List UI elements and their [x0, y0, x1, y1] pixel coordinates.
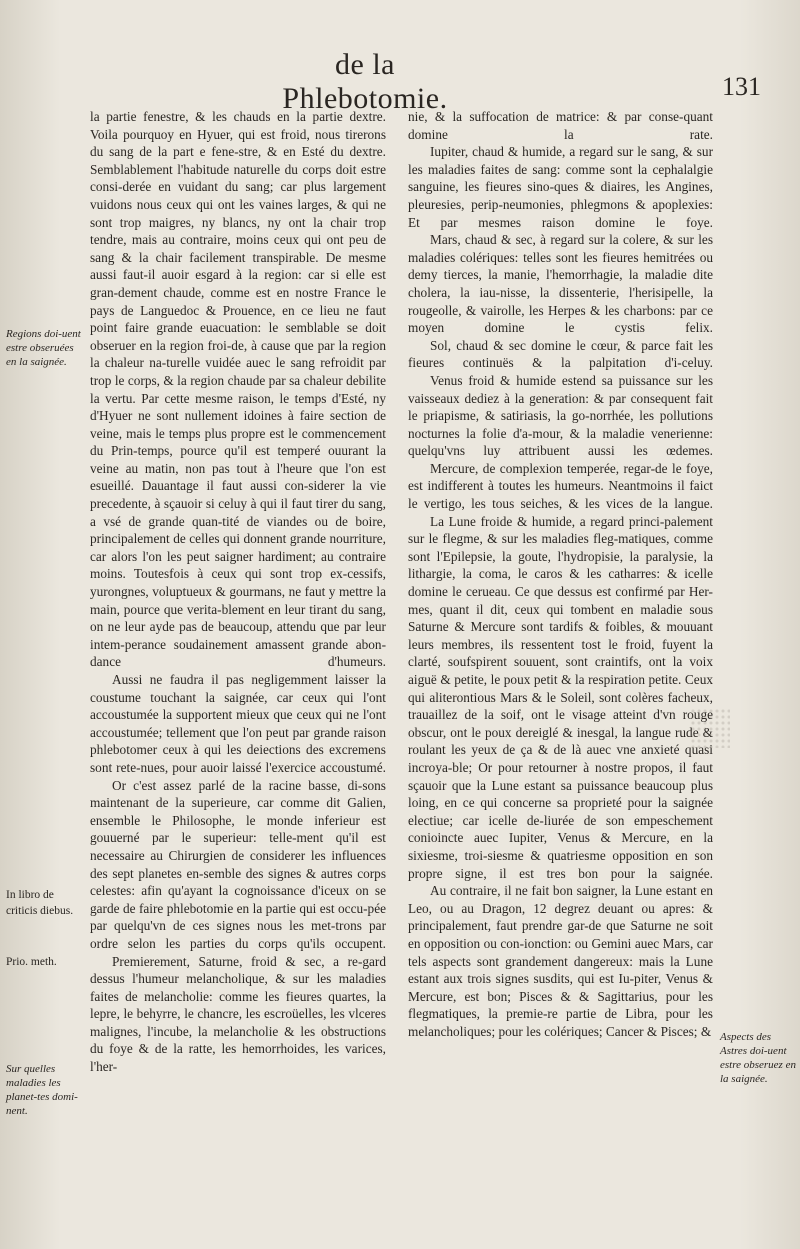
page-number: 131: [722, 72, 761, 101]
margin-note: Aspects des Astres doi-uent estre obseruez en la saignée.: [720, 1031, 796, 1085]
margin-note: Prio. meth.: [6, 956, 57, 968]
right-column: [408, 108, 713, 1040]
paragraph: la partie fenestre, & les chauds en la partie dextre. Voila pourquoy en Hyuer, qui est froid, nous tirerons du sang de la part e fene-stre, & en Esté du dextre. Semblablement l'habitude naturelle du corps doit estre consi-derée en vuidant du sang; car plus largement vuidons nous ceux qui ont les vaines larges, & qui ne sont trop maigres, ny blancs, ny ont la chair trop tendre, mais au contraire, moins ceux qui ont peu de sang & la chair facilement transpirable. De mesme aussi faut-il auoir esgard à la region: car si elle est gran-dement chaude, comme est en nostre France le pays de Languedoc & Prouence, en ce lieu ne faut point faire grande euacuation: le semblable se doit obseruer en la region froi-de, à cause que par la region la chaleur na-turelle vuidée auec le sang refroidit par trop le corps, & la region chaude par sa chaleur debilite la vertu. Par cette mesme raison, le temps d'Esté, ny d'Hyuer ne sont nullement idoines à faire section de veine, mais le temps plus propre est le commencement du Prin-temps, pource qu'il est temperé ouurant la veine au matin, non pas tout à l'heure que l'on est esueillé. Dauantage il faut aussi con-siderer la vie precedente, à sçauoir si celuy à qui il faut tirer du sang, a vsé de grande quan-tité de viandes ou de boire, principalement de celles qui donnent grande nourriture, car alors l'on les peut saigner hardiment; au contraire moins. Toutesfois à ceux qui sont trop ex-cessifs, yurongnes, voluptueux & gourmans, ne faut y mettre la main, pource que verita-blement en leur tirant du sang, on ne leur ayde pas de beaucoup, attendu que par leur intem-perance soudainement amassent grande abon-dance d'humeurs.: [90, 109, 386, 670]
paragraph: Au contraire, il ne fait bon saigner, la Lune estant en Leo, ou au Dragon, 12 degrez deuant ou apres: & principalement, faut prendre gar-de que Saturne ne soit en opposition ou con-ionction: ou Gemini auec Mars, car tels aspects sont grandement dangereux: mais la Lune estant aux trois signes susdits, qui est Iu-piter, Venus & Mercure, est bon; Pisces & & Sagittarius, pour les flegmatiques, la premie-re partie de Libra, pour les melancholiques; pour les colériques; Cancer & Pisces; &: [408, 883, 713, 1039]
paragraph: Sol, chaud & sec domine le cœur, & parce fait les fieures continuës & la palpitation d'i-celuy.: [408, 337, 713, 371]
margin-note: In libro de criticis diebus.: [6, 889, 74, 917]
margin-note: Regions doi-uent estre obseruées en la saignée.: [6, 328, 81, 368]
paragraph: Aussi ne faudra il pas negligemment laisser la coustume touchant la saignée, car ceux qui l'ont accoustumée la supportent mieux que ceux qui ne l'ont accoustumée; tellement que l'on peut par grande raison phlebotomer ceux à qui les deiections des excremens sont rete-nues, pour auoir laissé l'exercice accoustumé.: [90, 672, 386, 775]
paragraph: Mercure, de complexion temperée, regar-de le foye, est indifferent à toutes les humeurs. Neantmoins il faict le vertigo, les tous seiches, & les vices de la langue.: [408, 460, 713, 512]
paragraph: Iupiter, chaud & humide, a regard sur le sang, & sur les maladies faites de sang: comme sont la cephalalgie sanguine, les fieures sino-ques & diaires, les Angines, pleuresies, perip-neumonies, phlegmons & apoplexies: Et par mesmes raison domine le foye.: [408, 144, 713, 230]
paragraph: La Lune froide & humide, a regard princi-palement sur le flegme, & sur les maladies fleg-matiques, comme sont l'Epilepsie, la goute, l'hydropisie, la paralysie, la lithargie, la coma, le caros & les catharres: & icelle domine le cerueau. Ce que dessus est confirmé par Her-mes, quant il dit, ceux qui tombent en maladie sous Saturne & Mercure sont tardifs & foibles, & mouuant leurs membres, ils ressentent tost le froid, fuyent la clarté, soufspirent souuent, sont craintifs, ont la voix aiguë & petite, le poux petit & la respiration petite. Ceux qui aliterontious Mars & le Soleil, sont colères facheux, trauaillez de la soif, ont le visage atteint d'vn rouge obscur, ont le poux dereiglé & inesgal, la langue rude & roulant les yeux de ça & de là auec vne anxieté quasi incroya-ble; Or pour retourner à nostre propos, il faut sçauoir que la Lune estant sa puissance beaucoup plus loing, en ce qui concerne sa proprieté pour la saignée electiue; car icelle de-liurée de son empeschement conioincte auec Iupiter, Venus & Mercure, en la sixiesme, troi-siesme & quatriesme opposition en son propre signe, il est tres bon pour la saignée.: [408, 513, 713, 881]
ink-bleed-mark: [690, 708, 730, 748]
paragraph: Premierement, Saturne, froid & sec, a re-gard dessus l'humeur melancholique, & sur les maladies faites de melancholie: comme les fieures quartes, la lepre, le behyrre, le chancre, les escroüelles, les vlceres malignes, l'incube, la melancholie & les obstructions du foye & de la ratte, les hemorrhoides, les varices, l'her-: [90, 953, 386, 1075]
running-title: de la Phlebotomie.: [282, 48, 448, 115]
margin-note: Sur quelles maladies les planet-tes domi-nent.: [6, 1063, 78, 1117]
left-column: [90, 108, 386, 1076]
paragraph: nie, & la suffocation de matrice: & par conse-quant domine la rate.: [408, 109, 713, 142]
paragraph: Venus froid & humide estend sa puissance sur les vaisseaux dediez à la generation: & par consequent fait le priapisme, & satiriasis, la go-norrhée, les pollutions nocturnes la folie d'a-mour, & la maladie venerienne: quelqu'vns luy attribuent aussi les œdemes.: [408, 372, 713, 459]
paragraph: Or c'est assez parlé de la racine basse, di-sons maintenant de la superieure, car comme dit Galien, ensemble le Philosophe, le monde inferieur est gouuerné par le superieur: telle-ment qu'il est necessaire au Chirurgien de considerer les influences des sept planetes en-semble des signes & autres corps celestes: afin qu'ayant la cognoissance d'iceux on se garde de faire phlebotomie en la partie qui est occu-pée par quelqu'vn de ces signes nous les met-trons par ordre selon les parties du corps qu'ils occupent.: [90, 777, 386, 951]
paragraph: Mars, chaud & sec, à regard sur la colere, & sur les maladies colériques: telles sont les fieures hemitrées ou demy tierces, la manie, l'hemorrhagie, la maladie dite cholera, la iau-nisse, la dissenterie, l'herisipelle, la rougeolle, & vairolle, les Herpes & les charbons: par ce moyen domine le cystis felix.: [408, 232, 713, 336]
